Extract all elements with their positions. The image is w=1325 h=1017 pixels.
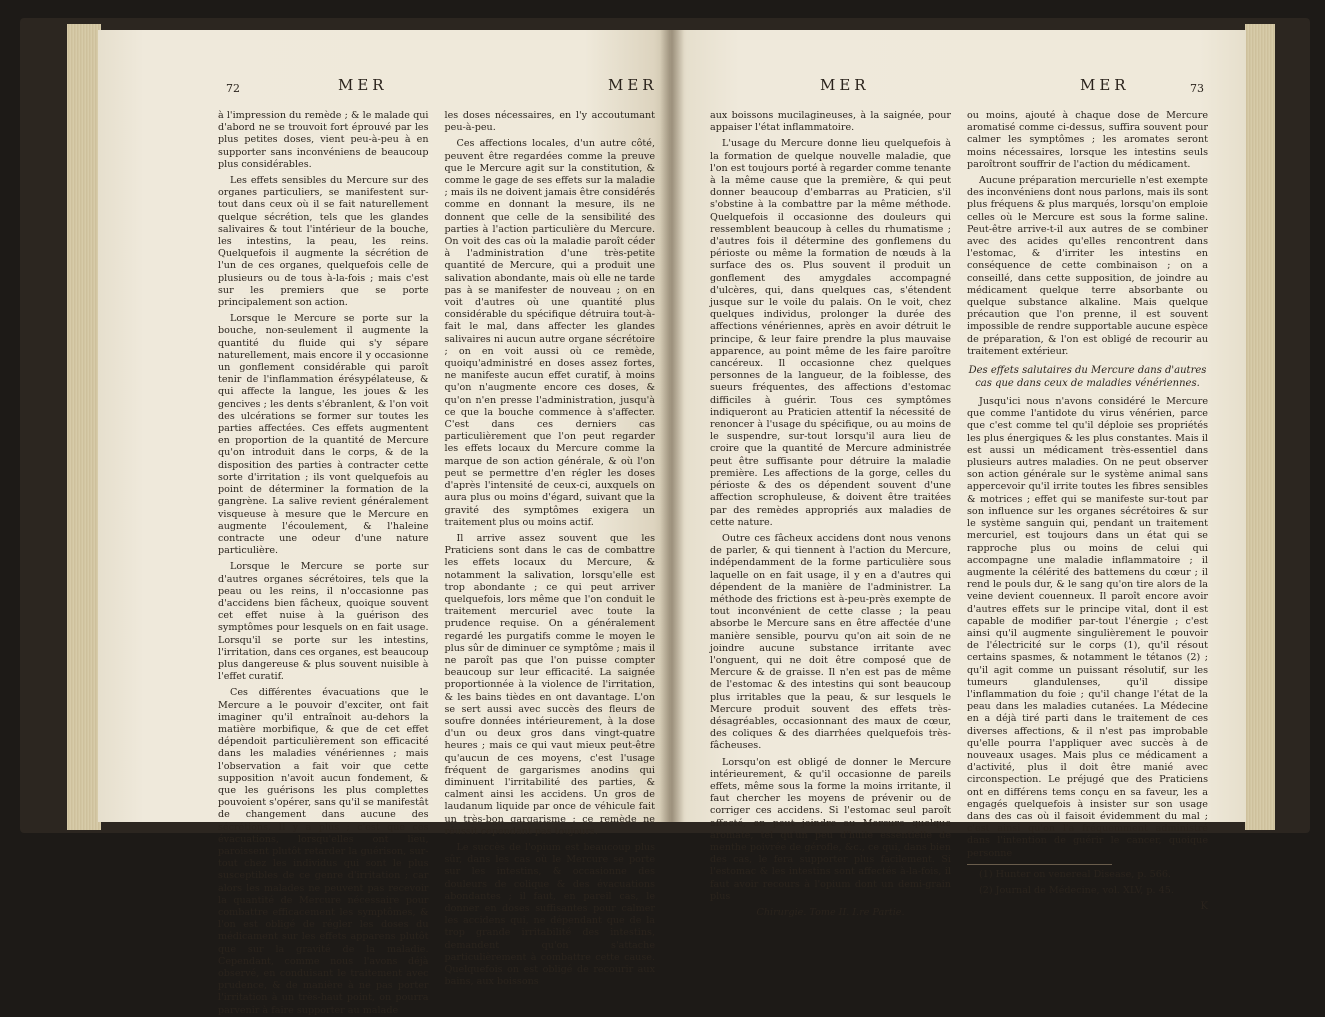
paragraph: Le succès de l'opium est beaucoup plus sûr, dans les cas où le Mercure se porte sur les intestins, & occasionne des douleurs de colique & des évacuations abondantes ; il faut, en pareil cas, le donner en doses suffisantes pour calmer les accidens qui, ne dépendant que de la trop grande irritabilité des intestins, demandent qu'on s'attache particulièrement à combattre cette cause. Quelquefois on est obligé de recourir aux bains, aux boissons [444,841,655,988]
volume-footer: Chirurgie. Tome II. I.re Partie. [756,907,905,918]
book-gutter [660,30,684,822]
left-page [98,30,671,1016]
left-running-head [98,72,671,112]
paragraph: Outre ces fâcheux accidens dont nous venons de parler, & qui tiennent à l'action du Mercure, indépendamment de la forme particulière sous laquelle on en fait usage, il y en a d'autres qui dépendent de la manière de l'administrer. La méthode des frictions est à-peu-près exempte de tout inconvénient de cette classe ; la peau absorbe le Mercure sans en être affectée d'une manière sensible, pourvu qu'on ait soin de ne joindre aucune substance irritante avec l'onguent, qui ne doit être composé que de Mercure & de graisse. Il n'en est pas de même de l'estomac & des intestins qui sont beaucoup plus irritables que la peau, & sur lesquels le Mercure produit souvent des effets très-désagréables, occasionnant des maux de cœur, des coliques & des diarrhées quelquefois très-fâcheuses. [710,532,951,752]
right-page-number: 73 [1190,82,1204,95]
paragraph: à l'impression du remède ; & le malade qui d'abord ne se trouvoit fort éprouvé par les plus petites doses, vient peu-à-peu à en supporter sans inconvéniens de beaucoup plus considérables. [218,110,429,170]
paragraph: Lorsque le Mercure se porte sur la bouche, non-seulement il augmente la quantité du fluide qui s'y sépare naturellement, mais encore il y occasionne un gonflement considérable qui paroît tenir de l'inflammation érésypélateuse, & qui affecte la langue, les joues & les gencives ; les dents s'ébranlent, & l'on voit des ulcérations se former sur toutes les parties affectées. Ces effets augmentent en proportion de la quantité de Mercure qu'on introduit dans le corps, & de la disposition des parties à contracter cette sorte d'irritation ; ils vont quelquefois au point de déterminer la formation de la gangrène. La salive revient généralement visqueuse à mesure que le Mercure en augmente l'écoulement, & l'haleine contracte une odeur d'une nature particulière. [218,313,429,557]
paragraph: aux boissons mucilagineuses, à la saignée, pour appaiser l'état inflammatoire. [710,110,951,134]
right-running-head [670,72,1246,112]
left-head-word-2: MER [608,76,658,94]
paragraph: Jusqu'ici nous n'avons considéré le Mercure que comme l'antidote du virus vénérien, parce que c'est comme tel qu'il déploie ses propriétés les plus énergiques & les plus constantes. Mais il est aussi un médicament très-essentiel dans plusieurs autres maladies. On ne peut observer son action générale sur le système animal sans appercevoir qu'il irrite toutes les fibres sensibles & motrices ; effet qui se manifeste sur-tout par son influence sur les organes sécrétoires & sur le système sanguin qui, pendant un traitement mercuriel, est toujours dans un état qui se rapproche plus ou moins de celui qui accompagne une maladie inflammatoire ; il augmente la célérité des battemens du cœur ; il rend le pouls dur, & le sang qu'on tire alors de la veine devient couenneux. Il paroît encore avoir d'autres effets sur le principe vital, dont il est capable de modifier par-tout l'énergie ; c'est ainsi qu'il augmente singulièrement le pouvoir de l'électricité sur le corps (1), qu'il résout certains spasmes, & notamment le tétanos (2) ; qu'il agit comme un puissant résolutif, sur les tumeurs glandulenses, qu'il dissipe l'inflammation du foie ; qu'il change l'état de la peau dans les maladies cutanées. La Médecine en a déjà tiré parti dans le traitement de ces diverses affections, & il n'est pas improbable qu'elle pourra l'appliquer avec succès à de nouveaux usages. Mais plus ce médicament a d'activité, plus il doit être manié avec circonspection. Le préjugé que des Praticiens ont en différens tems conçu en sa faveur, les a engagés quelquefois à insister sur son usage dans des cas où il faisoit évidemment du mal ; c'est ainsi qu'on l'a fréquemment administré dans l'intention de guérir le cancer, quoique personne [967,396,1208,859]
left-page-number: 72 [226,82,240,95]
signature-mark: K [1200,901,1208,913]
right-head-word-2: MER [1080,76,1130,94]
right-page-edges [1245,24,1275,830]
section-heading: Des effets salutaires du Mercure dans d'autres cas que dans ceux de maladies vénériennes. [968,365,1207,390]
footnote-divider [967,864,1112,865]
left-page-edges [67,24,101,830]
right-column-2 [967,110,1208,913]
paragraph: Les effets sensibles du Mercure sur des organes particuliers, se manifestent sur-tout dans ceux où il se fait naturellement quelque sécrétion, tels que les glandes salivaires & tout l'intérieur de la bouche, les intestins, la peau, les reins. Quelquefois il augmente la sécrétion de l'un de ces organes, quelquefois celle de plusieurs ou de tous à-la-fois ; mais c'est sur les premiers que se porte principalement son action. [218,175,429,309]
footnote: (2) Journal de Médecine, vol. XLV, p. 45. [979,884,1174,896]
footnote: (1) Hunter on venereal Disease, p. 566. [979,868,1171,880]
left-head-word-1: MER [338,76,388,94]
paragraph: L'usage du Mercure donne lieu quelquefois à la formation de quelque nouvelle maladie, que l'on est toujours porté à regarder comme tenante à la même cause que la première, & qui peut donner beaucoup d'embarras au Praticien, s'il s'obstine à la combattre par la même méthode. Quelquefois il occasionne des douleurs qui ressemblent beaucoup à celles du rhumatisme ; d'autres fois il détermine des gonflemens du périoste ou même la formation de nœuds à la surface des os. Plus souvent il produit un gonflement des amygdales accompagné d'ulcères, qui, dans quelques cas, s'étendent jusque sur le voile du palais. On le voit, chez quelques individus, prolonger la durée des affections vénériennes, après en avoir détruit le principe, & leur faire prendre la plus mauvaise apparence, au point même de les faire paroître cancéreux. Il occasionne chez quelques personnes de la langueur, de la foiblesse, des sueurs fréquentes, des affections d'estomac difficiles à guérir. Tous ces symptômes indiqueront au Praticien attentif la nécessité de renoncer à l'usage du spécifique, ou au moins de le suspendre, sur-tout lorsqu'il aura lieu de croire que la quantité de Mercure administrée peut être suffisante pour détruire la maladie première. Les affections de la gorge, celles du périoste & des os dépendent souvent d'une affection scrophuleuse, & doivent être traitées par des remèdes appropriés aux maladies de cette nature. [710,138,951,528]
paragraph: Aucune préparation mercurielle n'est exempte des inconvéniens dont nous parlons, mais ils sont plus fréquens & plus marqués, lorsqu'on emploie celles où le Mercure est sous la forme saline. Peut-être arrive-t-il aux autres de se combiner avec des acides qu'elles rencontrent dans l'estomac, & d'irriter les intestins en conséquence de cette combinaison ; on a conseillé, dans cette supposition, de joindre au médicament quelque terre absorbante ou quelque substance alkaline. Mais quelque précaution que l'on prenne, il est souvent impossible de rendre supportable aucune espèce de préparation, & l'on est obligé de recourir au traitement extérieur. [967,175,1208,357]
paragraph: Il arrive assez souvent que les Praticiens sont dans le cas de combattre les effets locaux du Mercure, & notamment la salivation, lorsqu'elle est trop abondante ; ce qui peut arriver quelquefois, lors même que l'on conduit le traitement mercuriel avec toute la prudence requise. On a généralement regardé les purgatifs comme le moyen le plus sûr de diminuer ce symptôme ; mais il ne paroît pas que l'on puisse compter beaucoup sur leur efficacité. La saignée proportionnée à la violence de l'irritation, & les bains tièdes en ont davantage. L'on se sert aussi avec succès des fleurs de soufre données intérieurement, à la dose d'un ou deux gros dans vingt-quatre heures ; mais ce qui vaut mieux peut-être qu'aucun de ces moyens, c'est l'usage fréquent de gargarismes anodins qui diminuent l'irritabilité des parties, & calment ainsi les accidens. Un gros de laudanum liquide par once de véhicule fait un très-bon gargarisme ; ce remède ne réussit cependant pas toujours. [444,532,655,837]
right-page [670,30,1246,918]
paragraph: Lorsque le Mercure se porte sur d'autres organes sécrétoires, tels que la peau ou les reins, il n'occasionne pas d'accidens bien fâcheux, quoique souvent cet effet nuise à la guérison des symptômes pour lesquels on en fait usage. Lorsqu'il se porte sur les intestins, l'irritation, dans ces organes, est beaucoup plus dangereuse & plus souvent nuisible à l'effet curatif. [218,561,429,683]
paragraph: les doses nécessaires, en l'y accoutumant peu-à-peu. [444,110,655,134]
right-column-1 [710,110,951,918]
paragraph: ou moins, ajouté à chaque dose de Mercure aromatisé comme ci-dessus, suffira souvent pour calmer les symptômes ; les aromates seront moins nécessaires, lorsque les intestins seuls paroîtront souffrir de l'action du médicament. [967,110,1208,170]
right-head-word-1: MER [820,76,870,94]
left-column-1 [218,110,429,1016]
left-column-2 [444,110,656,988]
open-book [20,18,1310,1016]
paragraph: Lorsqu'on est obligé de donner le Mercure intérieurement, & qu'il occasionne de pareils effets, même sous la forme la moins irritante, il faut chercher les moyens de prévenir ou de corriger ces accidens. Si l'estomac seul paroît affecté, on peut joindre au Mercure quelque aromate, tel qu'un peu d'huile essentielle de menthe poivrée de gérofle, &c., ce qui, dans bien des cas, le fera supporter plus facilement. Si l'estomac & les intestins sont affectés à-la-fois, il faut avoir recours à l'opium dont un demi-grain plus [710,756,951,902]
paragraph: Ces affections locales, d'un autre côté, peuvent être regardées comme la preuve que le Mercure agit sur la constitution, & comme le gage de ses effets sur la maladie ; mais ils ne doivent jamais être considérés comme en donnant la mesure, ils ne donnent que celle de la sensibilité des parties à l'action particulière du Mercure. On voit des cas où la maladie paroît céder à l'administration d'une très-petite quantité de Mercure, qui a produit une salivation abondante, mais où elle ne tarde pas à se manifester de nouveau ; on en voit d'autres où une quantité plus considérable du spécifique détruira tout-à-fait le mal, dans affecter les glandes salivaires ni aucun autre organe sécrétoire ; on en voit aussi où ce remède, quoiqu'administré en doses assez fortes, ne manifeste aucun effet curatif, à moins qu'on n'augmente encore ces doses, & qu'on n'en presse l'administration, jusqu'à ce que la bouche commence à s'affecter. C'est dans ces derniers cas particulièrement que l'on peut regarder les effets locaux du Mercure comme la marque de son action générale, & où l'on peut se permettre d'en régler les doses d'après l'intensité de ceux-ci, auxquels on aura plus ou moins d'égard, suivant que la gravité des symptômes exigera un traitement plus ou moins actif. [444,138,655,528]
paragraph: Ces différentes évacuations que le Mercure a le pouvoir d'exciter, ont fait imaginer qu'il entraînoit au-dehors la matière morbifique, & que de cet effet dépendoit particulièrement son efficacité dans les maladies vénériennes ; mais l'observation a fait voir que cette supposition n'avoit aucun fondement, & que les guérisons les plus complettes pouvoient s'opérer, sans qu'il se manifestât de changement dans aucune des sécrétions. Il y a plus ; c'est que ces évacuations, lorsqu'elles ont lieu, paroissent plutôt retarder la guérison, sur-tout chez les individus qui sont le plus susceptibles de ce genre d'irritation ; car alors les malades ne peuvent pas recevoir la quantité de Mercure nécessaire pour combattre efficacement les symptômes, & l'on est obligé de régler les doses du médicament sur les effets apparens plutôt que sur la gravité de la maladie. Cependant, comme nous l'avons déjà observé, en conduisant le traitement avec prudence, & de manière à ne pas porter l'irritation à un très-haut point, on pourra parvenir à faire supporter au malade [218,687,429,1016]
